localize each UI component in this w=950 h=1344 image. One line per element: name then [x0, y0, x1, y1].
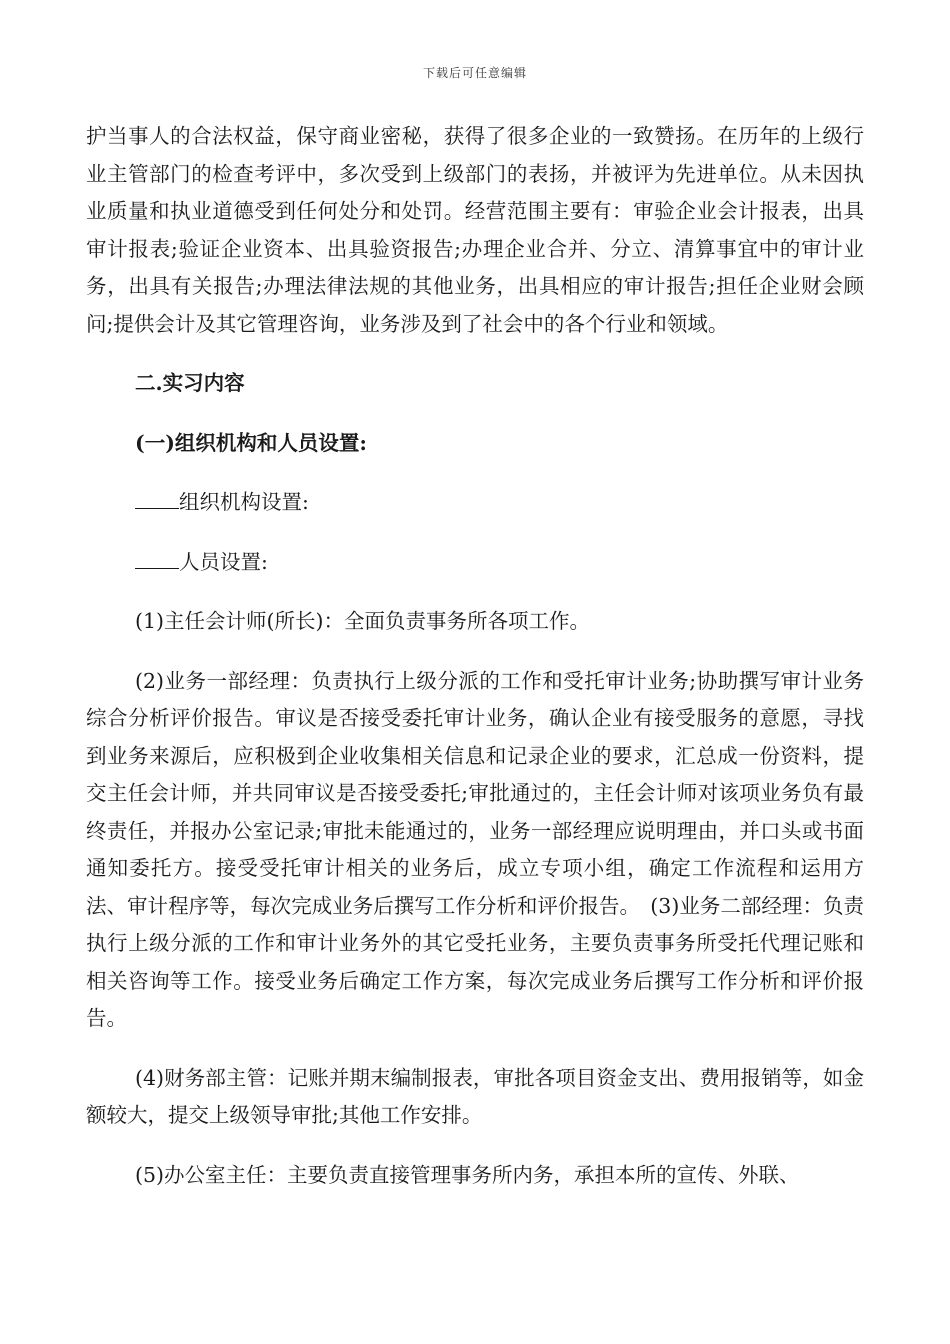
list-item-dept-managers: (2)业务一部经理：负责执行上级分派的工作和受托审计业务;协助撰写审计业务综合分析评价报告。审议是否接受委托审计业务，确认企业有接受服务的意愿，寻找到业务来源后，应积极到企业收集相关信息和记录企业的要求，汇总成一份资料，提交主任会计师，并共同审议是否接受委托;审批通过的，主任会计师对该项业务负有最终责任，并报办公室记录;审批未能通过的，业务一部经理应说明理由，并口头或书面通知委托方。接受受托审计相关的业务后，成立专项小组，确定工作流程和运用方法、审计程序等，每次完成业务后撰写工作分析和评价报告。 (3)业务二部经理：负责执行上级分派的工作和审计业务外的其它受托业务，主要负责事务所受托代理记账和相关咨询等工作。接受业务后确定工作方案，每次完成业务后撰写工作分析和评价报告。 [86, 668, 864, 1030]
org-structure-line [86, 484, 864, 522]
list-item-office-director: (5)办公室主任：主要负责直接管理事务所内务，承担本所的宣传、外联、 [135, 1162, 800, 1187]
fill-blank-underline [135, 546, 179, 569]
list-item-director: (1)主任会计师(所长)：全面负责事务所各项工作。 [135, 609, 591, 633]
list-item-finance-supervisor: (4)财务部主管：记账并期末编制报表，审批各项目资金支出、费用报销等，如金额较大，提交上级领导审批;其他工作安排。 [86, 1065, 864, 1127]
document-body [86, 118, 864, 1194]
page-header: 下载后可任意编辑 [422, 66, 527, 80]
staff-setup-line [86, 544, 864, 582]
intro-paragraph: 护当事人的合法权益，保守商业密秘，获得了很多企业的一致赞扬。在历年的上级行业主管部门的检查考评中，多次受到上级部门的表扬，并被评为先进单位。从未因执业质量和执业道德受到任何处分和处罚。经营范围主要有：审验企业会计报表，出具审计报表;验证企业资本、出具验资报告;办理企业合并、分立、清算事宜中的审计业务，出具有关报告;办理法律法规的其他业务，出具相应的审计报告;担任企业财会顾问;提供会计及其它管理咨询，业务涉及到了社会中的各个行业和领域。 [86, 124, 864, 336]
fill-blank-underline [135, 486, 179, 509]
section-heading-internship-content: 二.实习内容 [135, 371, 245, 395]
staff-setup-label: 人员设置: [179, 549, 268, 574]
subsection-heading-organization: (一)组织机构和人员设置: [135, 430, 367, 455]
org-structure-label: 组织机构设置: [179, 490, 309, 514]
